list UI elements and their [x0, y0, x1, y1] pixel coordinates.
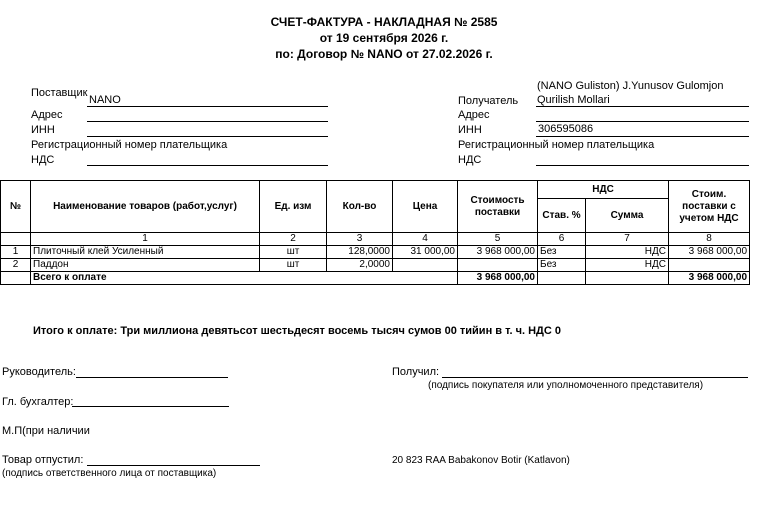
- row-qty: 2,0000: [327, 259, 393, 272]
- row-unit: шт: [260, 259, 327, 272]
- recipient-vat-line: [536, 165, 749, 166]
- row-vat-sum: НДС: [586, 259, 669, 272]
- header-unit: Ед. изм: [260, 181, 327, 233]
- items-table: [0, 180, 750, 285]
- supplier-inn-label: ИНН: [31, 124, 55, 136]
- recipient-inn: 306595086: [538, 123, 594, 135]
- total-sum: 3 968 000,00: [669, 272, 750, 285]
- row-vat-sum: НДС: [586, 246, 669, 259]
- recipient-address-label: Адрес: [458, 109, 490, 121]
- accountant-line: [72, 406, 229, 407]
- accountant-label: Гл. бухгалтер:: [2, 396, 74, 408]
- total-cost: 3 968 000,00: [458, 272, 538, 285]
- supplier-address-line: [87, 121, 328, 122]
- table-row: [1, 246, 750, 259]
- row-name: Паддон: [31, 259, 260, 272]
- col-num: 5: [458, 233, 538, 246]
- recipient-address-line: [536, 121, 749, 122]
- col-num: 4: [393, 233, 458, 246]
- row-qty: 128,0000: [327, 246, 393, 259]
- total-label: Всего к оплате: [31, 272, 458, 285]
- recipient-reg-label: Регистрационный номер плательщика: [458, 139, 655, 151]
- col-num: 3: [327, 233, 393, 246]
- row-name: Плиточный клей Усиленный: [31, 246, 260, 259]
- supplier-name: NANO: [89, 94, 121, 106]
- received-label: Получил:: [392, 366, 440, 378]
- document-contract: по: Договор № NANO от 27.02.2026 г.: [275, 47, 493, 61]
- column-numbers-row: [1, 233, 750, 246]
- supplier-inn-line: [87, 136, 328, 137]
- col-num: 7: [586, 233, 669, 246]
- supplier-vat-label: НДС: [31, 154, 55, 166]
- recipient-vat-label: НДС: [458, 154, 482, 166]
- row-total: 3 968 000,00: [669, 246, 750, 259]
- received-by: 20 823 RAA Babakonov Botir (Katlavon): [392, 455, 570, 466]
- header-cost: Стоимость поставки: [458, 181, 538, 233]
- row-price: [393, 259, 458, 272]
- row-total: [669, 259, 750, 272]
- received-line: [442, 377, 748, 378]
- col-num: 6: [538, 233, 586, 246]
- row-cost: 3 968 000,00: [458, 246, 538, 259]
- header-vat-sum: Сумма: [586, 199, 669, 233]
- recipient-name-line2: Qurilish Mollari: [537, 94, 610, 106]
- recipient-inn-label: ИНН: [458, 124, 482, 136]
- col-num: 2: [260, 233, 327, 246]
- supplier-vat-line: [87, 165, 328, 166]
- row-no: 1: [1, 246, 31, 259]
- col-num: 8: [669, 233, 750, 246]
- row-no: 2: [1, 259, 31, 272]
- header-no: №: [1, 181, 31, 233]
- row-vat-rate: Без: [538, 259, 586, 272]
- recipient-name-line: [536, 106, 749, 107]
- header-vat: НДС: [538, 181, 669, 199]
- supplier-name-line: [87, 106, 328, 107]
- supplier-address-label: Адрес: [31, 109, 63, 121]
- director-label: Руководитель:: [2, 366, 76, 378]
- total-row: [1, 272, 750, 285]
- recipient-name-line1: (NANO Guliston) J.Yunusov Gulomjon: [537, 80, 724, 92]
- row-vat-rate: Без: [538, 246, 586, 259]
- summary-text: Итого к оплате: Три миллиона девятьсот шестьдесят восемь тысяч сумов 00 тийин в т. ч. НДС 0: [33, 325, 562, 337]
- header-total: Стоим. поставки с учетом НДС: [669, 181, 750, 233]
- header-vat-rate: Став. %: [538, 199, 586, 233]
- row-price: 31 000,00: [393, 246, 458, 259]
- col-num: [1, 233, 31, 246]
- document-title: СЧЕТ-ФАКТУРА - НАКЛАДНАЯ № 2585: [270, 15, 498, 29]
- document-date: от 19 сентября 2026 г.: [319, 31, 449, 45]
- recipient-inn-line: [536, 136, 749, 137]
- header-name: Наименование товаров (работ,услуг): [31, 181, 260, 233]
- supplier-label: Поставщик: [31, 87, 88, 99]
- released-line: [87, 465, 260, 466]
- recipient-label: Получатель: [458, 95, 519, 107]
- header-price: Цена: [393, 181, 458, 233]
- row-cost: [458, 259, 538, 272]
- released-label: Товар отпустил:: [2, 454, 84, 466]
- table-row: [1, 259, 750, 272]
- header-qty: Кол-во: [327, 181, 393, 233]
- col-num: 1: [31, 233, 260, 246]
- released-note: (подпись ответственного лица от поставщика): [2, 468, 217, 479]
- received-note: (подпись покупателя или уполномоченного представителя): [428, 380, 704, 391]
- stamp-label: М.П(при наличии: [2, 425, 90, 437]
- supplier-reg-label: Регистрационный номер плательщика: [31, 139, 228, 151]
- director-line: [76, 377, 228, 378]
- row-unit: шт: [260, 246, 327, 259]
